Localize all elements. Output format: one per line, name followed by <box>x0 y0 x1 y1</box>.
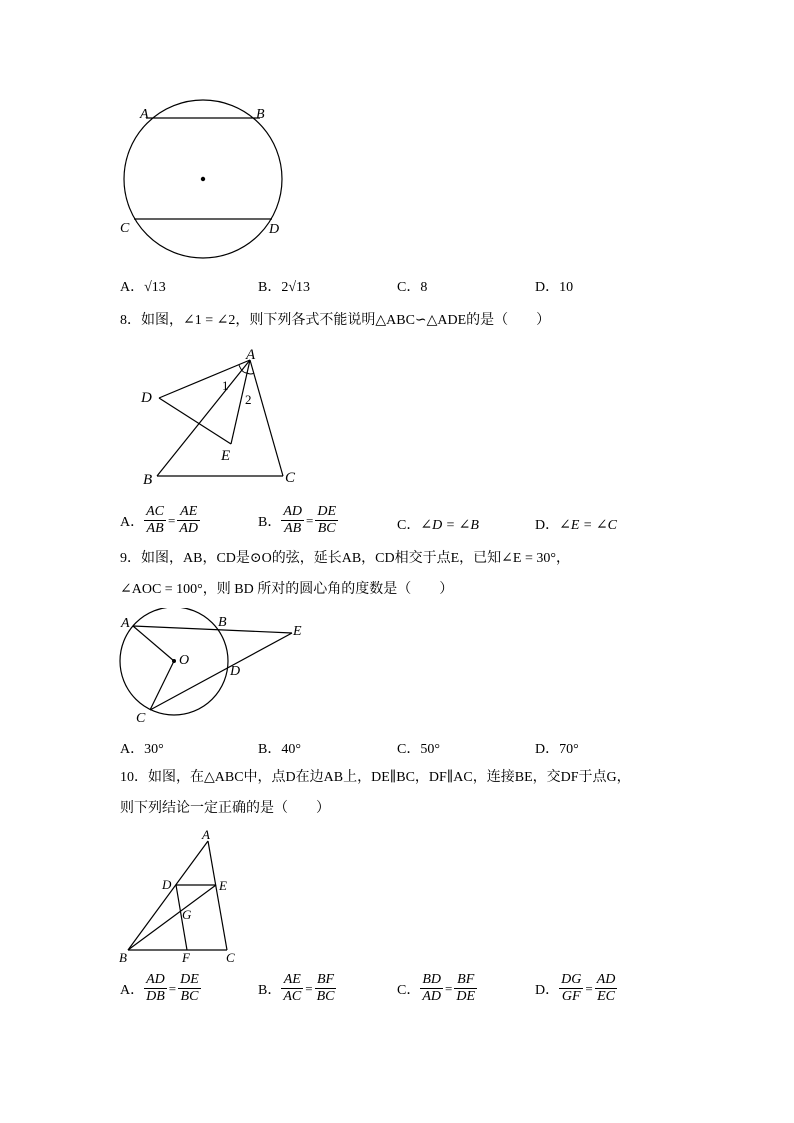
q8-option-a-num2: AE <box>177 504 200 521</box>
q10-option-a-frac1 <box>144 972 167 1005</box>
q8-option-c[interactable] <box>397 514 479 534</box>
q10-figure <box>115 826 245 966</box>
q10-option-b-num1: AE <box>281 972 303 989</box>
q8-option-a-frac1 <box>144 504 166 537</box>
q8-label-1: 1 <box>222 378 229 393</box>
q8-option-d-label: D． <box>535 518 560 533</box>
q7-option-c-value: 8 <box>420 280 428 295</box>
q8-figure <box>135 348 310 493</box>
q10-line1: 10．如图，在△ABC中，点D在边AB上，DE∥BC，DF∥AC，连接BE，交DF于点G， <box>120 770 631 785</box>
q10-option-c-frac2 <box>454 972 477 1005</box>
q10-option-c[interactable] <box>397 972 477 1005</box>
q10-option-c-num1: BD <box>422 972 442 987</box>
q10-option-c-num2: BF <box>454 972 477 989</box>
q10-option-a[interactable] <box>120 972 201 1005</box>
q10-label-b: B <box>119 950 127 965</box>
q10-option-b-num2: BF <box>315 972 337 989</box>
q10-segment-ac <box>208 841 227 950</box>
q10-option-d-den2: EC <box>597 989 615 1004</box>
q8-option-b-frac1 <box>281 504 304 537</box>
q9-option-b-value: 40° <box>281 742 301 757</box>
q9-label-o: O <box>179 653 190 668</box>
q9-option-a[interactable] <box>120 738 164 758</box>
q9-option-a-value: 30° <box>144 742 164 757</box>
q8-segment-de <box>159 398 231 444</box>
q7-option-b-value: 2√13 <box>281 280 311 295</box>
q7-center-dot <box>201 177 205 181</box>
q8-segment-ab <box>157 360 250 476</box>
q8-label-2: 2 <box>245 392 252 407</box>
q8-option-b-frac2 <box>315 504 338 537</box>
q9-line-ce <box>150 633 292 710</box>
q7-option-d-value: 10 <box>559 280 574 295</box>
q9-option-c[interactable] <box>397 738 440 758</box>
q10-option-a-num2: DE <box>180 972 199 987</box>
q9-label-b: B <box>218 615 227 630</box>
q10-option-c-den1: AD <box>422 989 442 1004</box>
q10-option-a-den1: DB <box>146 989 165 1004</box>
q8-option-b-den2: BC <box>317 521 336 536</box>
q9-center-dot <box>172 659 176 663</box>
q7-option-c-label: C． <box>397 280 421 295</box>
q10-option-d-frac2 <box>595 972 618 1005</box>
q8-option-a-den2: AD <box>179 521 199 536</box>
q9-option-c-value: 50° <box>420 742 440 757</box>
q10-option-d[interactable] <box>535 972 617 1005</box>
q10-option-c-label: C． <box>397 982 421 998</box>
q10-option-d-label: D． <box>535 982 560 998</box>
q10-segment-be <box>128 885 216 950</box>
q10-option-a-frac2 <box>178 972 201 1005</box>
q8-label-c: C <box>285 470 296 486</box>
q8-option-c-value: ∠D = ∠B <box>420 518 479 533</box>
q8-option-a-label: A． <box>120 514 145 530</box>
q10-label-e: E <box>219 878 227 893</box>
q8-option-c-label: C． <box>397 518 421 533</box>
q10-option-b-frac1 <box>281 972 303 1005</box>
q10-option-a-eq: = <box>168 980 177 996</box>
q8-segment-ac <box>250 360 283 476</box>
q8-label-a: A <box>246 348 256 363</box>
q9-label-d: D <box>230 664 241 679</box>
q8-option-b[interactable] <box>258 504 338 537</box>
q9-option-a-label: A． <box>120 742 145 757</box>
q7-option-b-label: B． <box>258 280 282 295</box>
q7-option-c[interactable] <box>397 276 427 296</box>
q10-option-b[interactable] <box>258 972 336 1005</box>
q8-option-b-label: B． <box>258 514 282 530</box>
q7-label-a: A <box>140 107 149 122</box>
q7-option-a-label: A． <box>120 280 145 295</box>
q8-segment-ad <box>159 360 250 398</box>
q9-line-ae <box>133 626 292 633</box>
q9-option-b[interactable] <box>258 738 301 758</box>
q10-option-c-eq: = <box>445 980 453 996</box>
q10-option-c-den2: DE <box>456 989 476 1004</box>
q10-option-b-den2: BC <box>316 989 335 1004</box>
q10-line2: 则下列结论一定正确的是（ ） <box>120 801 330 816</box>
q9-option-d[interactable] <box>535 738 579 758</box>
q9-figure <box>112 608 312 728</box>
q8-option-a-eq: = <box>168 512 176 528</box>
q9-label-a: A <box>121 616 130 631</box>
q9-option-c-label: C． <box>397 742 421 757</box>
q9-radius-oa <box>133 626 174 661</box>
q10-option-d-num2: AD <box>596 972 616 987</box>
q7-option-b[interactable] <box>258 276 310 296</box>
q8-option-a-frac2 <box>177 504 200 537</box>
q10-option-b-den1: AC <box>283 989 302 1004</box>
q10-option-c-frac1 <box>420 972 443 1005</box>
q9-label-e: E <box>293 624 302 639</box>
q8-angle-arc-2 <box>247 373 254 374</box>
q7-option-d[interactable] <box>535 276 573 296</box>
q10-option-a-num1: AD <box>146 972 165 987</box>
q7-option-a[interactable] <box>120 276 166 296</box>
q9-label-c: C <box>136 711 146 726</box>
q10-label-g: G <box>182 907 192 922</box>
q8-label-d: D <box>141 390 152 406</box>
q10-label-f: F <box>182 950 190 965</box>
q9-line2: ∠AOC = 100°，则 BD 所对的圆心角的度数是（ ） <box>120 582 454 597</box>
q7-option-d-label: D． <box>535 280 560 295</box>
q10-option-b-frac2 <box>315 972 337 1005</box>
q10-label-a: A <box>202 827 210 842</box>
q10-option-d-eq: = <box>585 980 593 996</box>
q7-option-a-value: √13 <box>144 280 166 295</box>
q9-radius-oc <box>150 661 174 710</box>
q10-option-d-den1: GF <box>561 989 581 1004</box>
q10-option-a-den2: BC <box>180 989 199 1004</box>
q10-option-b-label: B． <box>258 982 282 998</box>
q10-label-c: C <box>226 950 235 965</box>
q8-option-b-den1: AB <box>284 521 302 536</box>
q8-option-a[interactable] <box>120 504 200 537</box>
q8-text: 8．如图，∠1 = ∠2，则下列各式不能说明△ABC∽△ADE的是（ ） <box>120 313 551 328</box>
q10-option-d-frac1 <box>559 972 583 1005</box>
q9-option-b-label: B． <box>258 742 282 757</box>
q8-label-e: E <box>221 448 231 464</box>
q8-label-b: B <box>143 472 153 488</box>
q8-option-a-den1: AB <box>146 521 164 536</box>
q8-option-d[interactable] <box>535 514 617 534</box>
q7-figure <box>110 95 300 270</box>
q8-option-b-num2: DE <box>317 504 337 519</box>
q9-line1: 9．如图，AB，CD是⊙O的弦，延长AB，CD相交于点E，已知∠E = 30°， <box>120 551 570 566</box>
q10-segment-ab <box>128 841 208 950</box>
q10-option-a-label: A． <box>120 982 145 998</box>
q10-label-d: D <box>162 877 172 892</box>
q7-label-c: C <box>120 221 130 236</box>
q9-option-d-value: 70° <box>559 742 579 757</box>
q8-option-d-value: ∠E = ∠C <box>559 518 617 533</box>
q9-option-d-label: D． <box>535 742 560 757</box>
q7-label-b: B <box>256 107 265 122</box>
q8-option-b-eq: = <box>306 512 314 528</box>
q7-label-d: D <box>269 222 280 237</box>
q8-option-b-num1: AD <box>283 504 303 519</box>
q10-option-d-num1: DG <box>561 972 582 987</box>
q8-option-a-num1: AC <box>146 504 165 519</box>
q10-option-b-eq: = <box>305 980 313 996</box>
